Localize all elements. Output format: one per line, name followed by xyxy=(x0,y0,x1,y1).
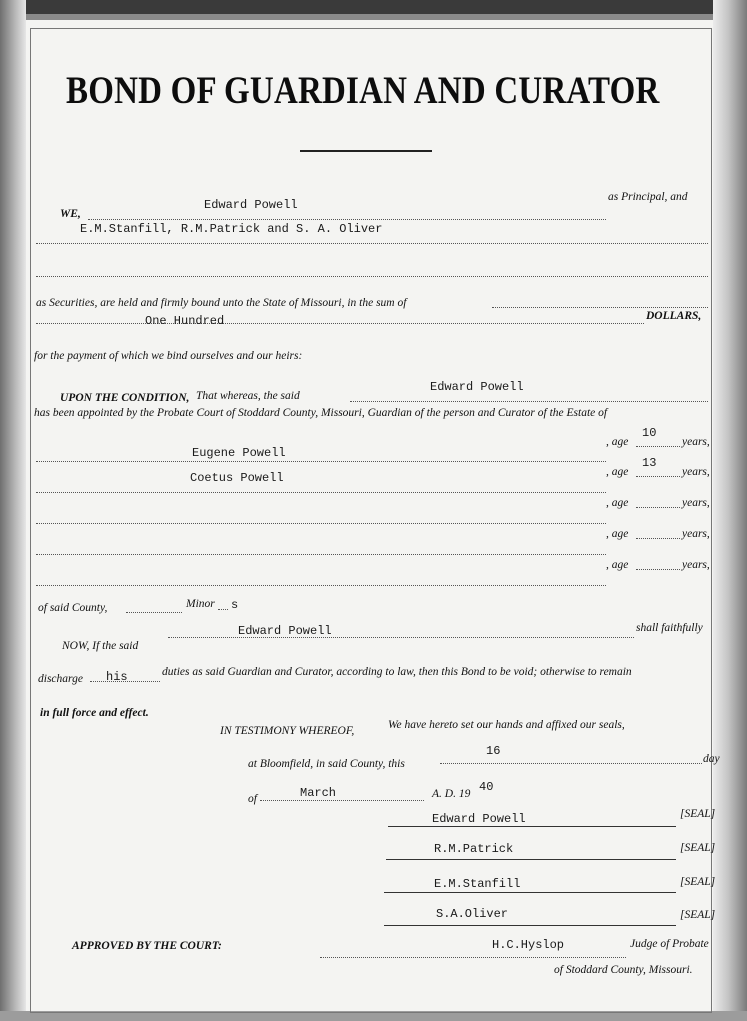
year-suffix: 40 xyxy=(479,780,494,794)
scan-edge-right xyxy=(713,0,747,1021)
scan-edge-top xyxy=(0,0,747,14)
approved-label: APPROVED BY THE COURT: xyxy=(72,940,222,952)
condition-text: That whereas, the said xyxy=(196,390,300,402)
seal-label: [SEAL] xyxy=(680,876,716,888)
years-label: years, xyxy=(682,436,710,448)
minor-name: Coetus Powell xyxy=(190,471,284,485)
signature-line xyxy=(386,859,676,860)
signature-principal: Edward Powell xyxy=(432,812,526,826)
county-minor-line xyxy=(126,612,182,613)
securities-line-2 xyxy=(36,276,708,277)
signature-line xyxy=(384,925,676,926)
seal-label: [SEAL] xyxy=(680,808,716,820)
bloomfield-text: at Bloomfield, in said County, this xyxy=(248,758,405,770)
age-label: , age xyxy=(606,559,629,571)
age-label: , age xyxy=(606,466,629,478)
years-label: years, xyxy=(682,559,710,571)
signature-surety: E.M.Stanfill xyxy=(434,877,521,891)
age-line xyxy=(636,446,680,447)
minor-name-line xyxy=(36,554,606,555)
securities-line-1 xyxy=(36,243,708,244)
minor-label: Minor xyxy=(186,598,215,610)
minor-name: Eugene Powell xyxy=(192,446,286,460)
minor-name-line xyxy=(36,461,606,462)
scan-edge-top-shadow xyxy=(0,14,747,20)
sum-line-1 xyxy=(492,307,708,308)
payment-text: for the payment of which we bind ourselves and our heirs: xyxy=(34,350,303,362)
judge-label: Judge of Probate xyxy=(630,938,709,950)
now-said-name: Edward Powell xyxy=(238,624,332,638)
day-line xyxy=(440,763,702,764)
force-text: in full force and effect. xyxy=(40,707,149,719)
minor-suffix: s xyxy=(231,598,239,612)
signature-surety: S.A.Oliver xyxy=(436,907,509,921)
judge-line xyxy=(320,957,626,958)
title-underline xyxy=(300,150,432,152)
day-value: 16 xyxy=(486,744,501,758)
minor-name-line xyxy=(36,523,606,524)
said-line xyxy=(350,401,708,402)
dollars-label: DOLLARS, xyxy=(646,310,702,322)
duties-text: duties as said Guardian and Curator, according to law, then this Bond to be void; otherwise to remain xyxy=(162,666,632,678)
seal-label: [SEAL] xyxy=(680,909,716,921)
age-line xyxy=(636,507,680,508)
age-line xyxy=(636,538,680,539)
month-value: March xyxy=(300,786,337,800)
principal-line xyxy=(88,219,606,220)
signature-line xyxy=(384,892,676,893)
years-label: years, xyxy=(682,466,710,478)
county-minor-text: of said County, xyxy=(38,602,108,614)
age-label: , age xyxy=(606,436,629,448)
signature-line xyxy=(388,826,676,827)
minor-suffix-line xyxy=(218,609,228,610)
appointed-text: has been appointed by the Probate Court of Stoddard County, Missouri, Guardian of the person and Curator of the Estate of xyxy=(34,407,608,419)
minor-name-line xyxy=(36,492,606,493)
of-label: of xyxy=(248,793,257,805)
month-line xyxy=(260,800,424,801)
discharge-label: discharge xyxy=(38,673,83,685)
years-label: years, xyxy=(682,528,710,540)
age-label: , age xyxy=(606,497,629,509)
document-title: BOND OF GUARDIAN AND CURATOR xyxy=(66,70,660,113)
age-label: , age xyxy=(606,528,629,540)
securities-text: as Securities, are held and firmly bound unto the State of Missouri, in the sum of xyxy=(36,297,407,309)
years-label: years, xyxy=(682,497,710,509)
age-line xyxy=(636,476,680,477)
minor-age: 10 xyxy=(642,426,657,440)
sum-amount: One Hundred xyxy=(145,314,225,328)
principal-label: as Principal, and xyxy=(608,191,688,203)
minor-name-line xyxy=(36,585,606,586)
form-border xyxy=(30,28,712,1013)
testimony-lead: IN TESTIMONY WHEREOF, xyxy=(220,725,355,737)
signature-surety: R.M.Patrick xyxy=(434,842,514,856)
we-label: WE, xyxy=(60,208,81,220)
judge-county: of Stoddard County, Missouri. xyxy=(554,964,693,976)
sum-line xyxy=(36,323,644,324)
said-name: Edward Powell xyxy=(430,380,524,394)
now-text: NOW, If the said xyxy=(62,640,139,652)
day-label: day xyxy=(703,753,720,765)
scan-edge-left xyxy=(0,0,26,1021)
seal-label: [SEAL] xyxy=(680,842,716,854)
faithfully-text: shall faithfully xyxy=(636,622,703,634)
principal-name: Edward Powell xyxy=(204,198,298,212)
age-line xyxy=(636,569,680,570)
testimony-text: We have hereto set our hands and affixed our seals, xyxy=(388,719,625,731)
minor-age: 13 xyxy=(642,456,657,470)
pronoun: his xyxy=(106,670,128,684)
securities-names: E.M.Stanfill, R.M.Patrick and S. A. Oliver xyxy=(80,222,383,236)
condition-lead: UPON THE CONDITION, xyxy=(60,392,190,404)
judge-name: H.C.Hyslop xyxy=(492,938,565,952)
ad-label: A. D. 19 xyxy=(432,788,471,800)
